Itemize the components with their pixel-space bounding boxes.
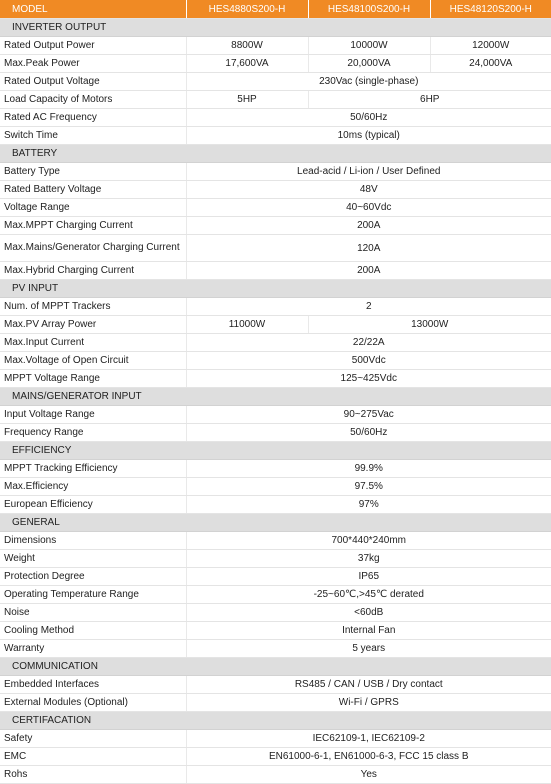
model-name-1: HES4880S200-H [186,0,308,19]
section-row [0,280,551,298]
spec-value: 700*440*240mm [186,532,551,550]
spec-value: 2 [186,298,551,316]
section-row [0,442,551,460]
spec-row [0,316,551,334]
spec-table-body [0,19,551,784]
spec-label: Max.PV Array Power [0,316,186,334]
spec-row [0,91,551,109]
spec-row [0,298,551,316]
spec-label: Embedded Interfaces [0,676,186,694]
spec-value: 24,000VA [430,55,551,73]
section-row [0,658,551,676]
spec-label: Num. of MPPT Trackers [0,298,186,316]
model-name-2: HES48100S200-H [308,0,430,19]
spec-row [0,622,551,640]
spec-label: Rohs [0,766,186,784]
spec-label: Safety [0,730,186,748]
spec-row [0,370,551,388]
spec-row [0,550,551,568]
spec-row [0,127,551,145]
spec-row [0,748,551,766]
section-title: MAINS/GENERATOR INPUT [0,388,551,406]
spec-value: 90~275Vac [186,406,551,424]
spec-value: Yes [186,766,551,784]
spec-label: MPPT Tracking Efficiency [0,460,186,478]
spec-row [0,217,551,235]
spec-value: 20,000VA [308,55,430,73]
spec-label: Rated AC Frequency [0,109,186,127]
model-header: MODEL [0,0,186,19]
spec-value: 12000W [430,37,551,55]
section-title: GENERAL [0,514,551,532]
spec-row [0,262,551,280]
spec-label: Max.MPPT Charging Current [0,217,186,235]
spec-row [0,766,551,784]
spec-row [0,676,551,694]
section-title: PV INPUT [0,280,551,298]
spec-row [0,568,551,586]
spec-row [0,586,551,604]
spec-label: Voltage Range [0,199,186,217]
spec-label: Protection Degree [0,568,186,586]
section-row [0,712,551,730]
spec-row [0,109,551,127]
spec-value: 8800W [186,37,308,55]
spec-label: Load Capacity of Motors [0,91,186,109]
spec-label: Switch Time [0,127,186,145]
section-row [0,145,551,163]
spec-value: 125~425Vdc [186,370,551,388]
section-row [0,19,551,37]
spec-value: 97% [186,496,551,514]
spec-value: 48V [186,181,551,199]
section-title: INVERTER OUTPUT [0,19,551,37]
spec-table-header [0,0,551,19]
spec-value: 120A [186,235,551,262]
spec-label: Weight [0,550,186,568]
spec-label: Max.Mains/Generator Charging Current [0,235,186,262]
section-title: BATTERY [0,145,551,163]
section-title: EFFICIENCY [0,442,551,460]
section-title: CERTIFACATION [0,712,551,730]
spec-row [0,424,551,442]
spec-row [0,55,551,73]
spec-value: 40~60Vdc [186,199,551,217]
spec-label: Input Voltage Range [0,406,186,424]
spec-row [0,163,551,181]
spec-row [0,640,551,658]
spec-label: European Efficiency [0,496,186,514]
spec-value: Wi-Fi / GPRS [186,694,551,712]
spec-value: Lead-acid / Li-ion / User Defined [186,163,551,181]
section-row [0,388,551,406]
spec-value: 37kg [186,550,551,568]
spec-value: 50/60Hz [186,424,551,442]
spec-row [0,496,551,514]
spec-value: 5 years [186,640,551,658]
spec-row [0,352,551,370]
spec-value: RS485 / CAN / USB / Dry contact [186,676,551,694]
spec-label: External Modules (Optional) [0,694,186,712]
spec-value: 500Vdc [186,352,551,370]
spec-label: MPPT Voltage Range [0,370,186,388]
spec-value: 5HP [186,91,308,109]
spec-value: 17,600VA [186,55,308,73]
spec-value: 200A [186,217,551,235]
spec-row [0,334,551,352]
spec-label: Cooling Method [0,622,186,640]
spec-label: Frequency Range [0,424,186,442]
spec-row [0,235,551,262]
section-row [0,514,551,532]
spec-label: EMC [0,748,186,766]
spec-value: 10000W [308,37,430,55]
spec-value: 22/22A [186,334,551,352]
spec-label: Battery Type [0,163,186,181]
spec-row [0,694,551,712]
spec-label: Noise [0,604,186,622]
spec-label: Max.Input Current [0,334,186,352]
spec-value: 11000W [186,316,308,334]
spec-label: Max.Hybrid Charging Current [0,262,186,280]
spec-row [0,730,551,748]
spec-label: Rated Battery Voltage [0,181,186,199]
spec-label: Rated Output Voltage [0,73,186,91]
spec-value: IEC62109-1, IEC62109-2 [186,730,551,748]
spec-value: <60dB [186,604,551,622]
spec-value: 10ms (typical) [186,127,551,145]
spec-value: IP65 [186,568,551,586]
spec-row [0,181,551,199]
spec-label: Dimensions [0,532,186,550]
header-row [0,0,551,19]
spec-value: 99.9% [186,460,551,478]
spec-value: 97.5% [186,478,551,496]
spec-value: 13000W [308,316,551,334]
spec-row [0,199,551,217]
spec-label: Rated Output Power [0,37,186,55]
spec-row [0,37,551,55]
spec-value: 50/60Hz [186,109,551,127]
spec-row [0,406,551,424]
spec-label: Warranty [0,640,186,658]
spec-value: Internal Fan [186,622,551,640]
spec-label: Max.Efficiency [0,478,186,496]
model-name-3: HES48120S200-H [430,0,551,19]
spec-row [0,604,551,622]
spec-label: Operating Temperature Range [0,586,186,604]
spec-row [0,478,551,496]
spec-value: 230Vac (single-phase) [186,73,551,91]
spec-value: -25~60℃,>45℃ derated [186,586,551,604]
spec-label: Max.Voltage of Open Circuit [0,352,186,370]
section-title: COMMUNICATION [0,658,551,676]
spec-row [0,532,551,550]
spec-row [0,460,551,478]
spec-value: 6HP [308,91,551,109]
spec-value: 200A [186,262,551,280]
spec-label: Max.Peak Power [0,55,186,73]
spec-value: EN61000-6-1, EN61000-6-3, FCC 15 class B [186,748,551,766]
spec-row [0,73,551,91]
